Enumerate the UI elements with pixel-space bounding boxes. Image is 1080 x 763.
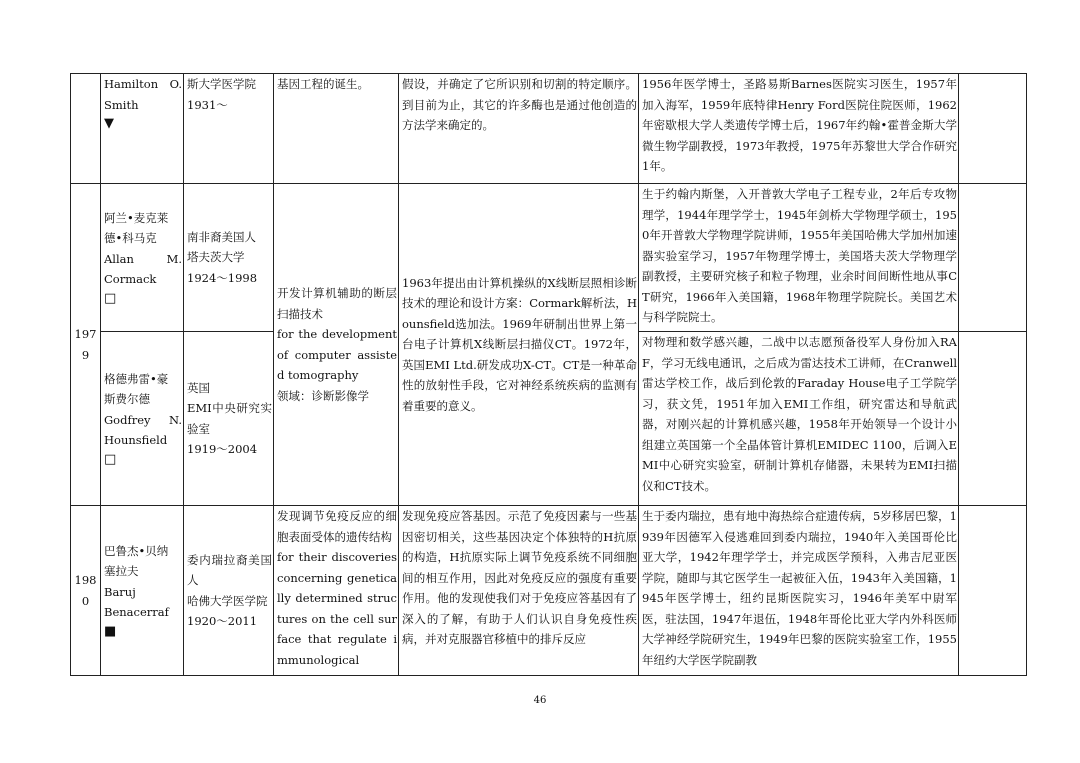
detail-text: 1963年提出由计算机操纵的X线断层照相诊断技术的理论和设计方案：Cormark解析法，Hounsfield选加法。1969年研制出世界上第一台电子计算机X线断层扫描仪CT。1972年，英国EMI Ltd.研发成功X-CT。CT是一种革命性的放射性手段，它对神经系统疾病的监测有着重要的意义。	[402, 275, 637, 413]
affiliation-line: 1920～2011	[187, 614, 258, 628]
laureate-table	[70, 73, 1027, 676]
achievement-text: 基因工程的诞生。	[277, 77, 369, 91]
affiliation-cell	[184, 506, 274, 676]
name-line: 德•科马克	[104, 231, 157, 245]
detail-text: 假设，并确定了它所识别和切割的特定顺序。到目前为止，其它的许多酶也是通过他创造的方法学来确定的。	[402, 77, 637, 132]
affiliation-line: 南非裔美国人	[187, 229, 256, 244]
affiliation-line: 英国	[187, 380, 210, 395]
affiliation-line: 1931～	[187, 97, 228, 112]
empty-cell	[959, 184, 1027, 332]
affiliation-line: 1919～2004	[187, 442, 258, 456]
affiliation-line: 塔夫茨大学	[187, 250, 245, 265]
field-text: 领域：诊断影像学	[277, 388, 369, 403]
achievement-cell	[274, 74, 399, 184]
hollow-square-marker-icon: □	[104, 290, 117, 306]
detail-cell	[399, 74, 639, 184]
empty-cell	[959, 332, 1027, 506]
biography-text: 生于约翰内斯堡，入开普敦大学电子工程专业，2年后专攻物理学，1944年理学学士，1945年剑桥大学物理学硕士，1950年开普敦大学物理学院讲师，1955年美国哈佛大学加州加速器实验室学习，1957年物理学博士，美国塔夫茨大学物理学副教授，主要研究核子和粒子物理，业余时间间断性地从事CT研究，1966年入美国籍，1968年物理学院院长。美国艺术与科学院院士。	[642, 187, 957, 324]
name-line	[104, 74, 182, 95]
biography-cell	[639, 506, 959, 676]
hollow-square-marker-icon: □	[104, 451, 117, 467]
affiliation-cell	[184, 74, 274, 184]
table-row	[71, 74, 1027, 184]
achievement-cell	[274, 184, 399, 506]
laureate-name-cell	[101, 74, 184, 184]
triangle-marker-icon: ▼	[104, 116, 114, 131]
table-row	[71, 184, 1027, 332]
achievement-cell	[274, 506, 399, 676]
name-line	[104, 249, 182, 270]
name-line: 阿兰•麦克莱	[104, 210, 169, 225]
filled-square-marker-icon: ■	[104, 623, 117, 639]
year-cell	[71, 184, 101, 506]
affiliation-line: 斯大学医学院	[187, 77, 256, 91]
achievement-text: 开发计算机辅助的断层扫描技术	[277, 286, 397, 321]
achievement-text-en: for the development of computer assisted tomography	[277, 327, 397, 382]
affiliation-line: EMI中央研究实验室	[187, 401, 272, 436]
empty-cell	[959, 74, 1027, 184]
name-line-part: M.	[166, 251, 182, 266]
name-line: 斯费尔德	[104, 392, 150, 406]
year-cell	[71, 74, 101, 184]
name-line: Baruj	[104, 584, 136, 599]
affiliation-cell	[184, 184, 274, 332]
biography-cell	[639, 332, 959, 506]
detail-text: 发现免疫应答基因。示范了免疫因素与一些基因密切相关，这些基因决定个体独特的H抗原的构造，H抗原实际上调节免疫系统不同细胞间的相互作用，因此对免疫反应的强度有重要作用。他的发现使我们对于免疫应答基因有了深入的了解，有助于人们认识自身免疫性疾病，并对克服器官移植中的排斥反应	[402, 509, 637, 646]
detail-cell	[399, 184, 639, 506]
biography-cell	[639, 74, 959, 184]
laureate-name-cell	[101, 184, 184, 332]
achievement-text: 发现调节免疫反应的细胞表面受体的遗传结构	[277, 509, 397, 544]
name-line-part: Godfrey	[104, 412, 151, 427]
biography-text: 1956年医学博士，圣路易斯Barnes医院实习医生，1957年加入海军，1959年底特律Henry Ford医院住院医师，1962年密歇根大学人类遗传学博士后，1967年约翰•霍普金斯大学微生物学副教授，1973年教授，1975年苏黎世大学合作研究1年。	[642, 77, 957, 173]
name-line: Smith	[104, 97, 139, 112]
name-line-part: Allan	[104, 251, 134, 266]
page-number: 46	[533, 695, 547, 706]
biography-text: 生于委内瑞拉，患有地中海热综合症遗传病，5岁移居巴黎，1939年因德军入侵逃难回到委内瑞拉，1940年入美国哥伦比亚大学，1942年理学学士，并完成医学预科，入弗吉尼亚医学院，随即与其它医学生一起被征入伍，1943年入美国籍，1945年医学博士，纽约昆斯医院实习，1946年美军中尉军医，驻法国，1947年退伍，1948年哥伦比亚大学内外科医师大学神经学院研究生，1949年巴黎的医院实验室工作，1955年纽约大学医学院副教	[642, 509, 957, 667]
name-line: 巴鲁杰•贝纳	[104, 543, 169, 558]
detail-cell	[399, 506, 639, 676]
name-line-part: Hamilton	[104, 77, 159, 91]
biography-text: 对物理和数学感兴趣，二战中以志愿预备役军人身份加入RAF，学习无线电通讯，之后成为雷达技术工讲师，在Cranwell雷达学校工作，战后到伦敦的Faraday House电子工学院学习，获文凭，1951年加入EMI工作组，研究雷达和导航武器，对刚兴起的计算机感兴趣，1958年开始领导一个设计小组建立英国第一个全晶体管计算机EMIDEC 1100，后调入EMI中心研究实验室，研制计算机存储器，未果转为EMI扫描仪和CT技术。	[642, 335, 957, 493]
affiliation-cell	[184, 332, 274, 506]
name-line: 塞拉夫	[104, 564, 139, 578]
name-line-part: N.	[169, 412, 182, 427]
name-line	[104, 410, 182, 431]
biography-cell	[639, 184, 959, 332]
name-line-part: O.	[169, 77, 182, 91]
table-row	[71, 506, 1027, 676]
year-text: 1980	[74, 573, 97, 608]
name-line: Benacerraf	[104, 605, 169, 619]
achievement-text-en: for their discoveries concerning genetically determined structures on the cell surface that regulate immunological	[277, 550, 397, 667]
year-cell	[71, 506, 101, 676]
affiliation-line: 哈佛大学医学院	[187, 593, 268, 608]
laureate-name-cell	[101, 506, 184, 676]
name-line: Hounsfield	[104, 433, 168, 447]
affiliation-line: 委内瑞拉裔美国人	[187, 552, 272, 587]
name-line: Cormack	[104, 272, 157, 286]
empty-cell	[959, 506, 1027, 676]
name-line: 格德弗雷•豪	[104, 371, 169, 386]
affiliation-line: 1924～1998	[187, 270, 258, 285]
year-text: 1979	[74, 327, 97, 362]
laureate-name-cell	[101, 332, 184, 506]
